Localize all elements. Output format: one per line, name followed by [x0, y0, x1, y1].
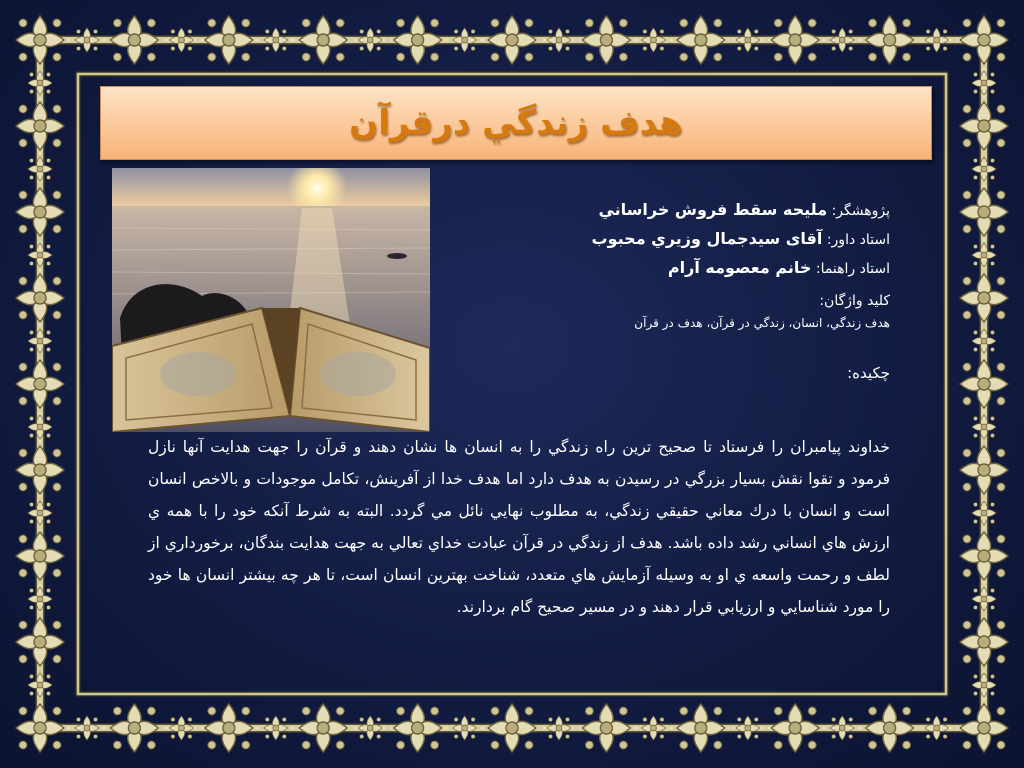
frame-ornament	[16, 704, 64, 752]
frame-ornament	[960, 532, 1008, 580]
frame-ornament	[641, 28, 665, 52]
frame-ornament	[972, 157, 996, 181]
researcher-label: پژوهشگر:	[831, 203, 890, 219]
frame-ornament	[830, 716, 854, 740]
frame-ornament	[972, 673, 996, 697]
advisor-label: استاد راهنما:	[815, 261, 890, 277]
frame-ornament	[972, 415, 996, 439]
frame-ornament	[960, 360, 1008, 408]
frame-ornament	[925, 716, 949, 740]
frame-ornament	[736, 716, 760, 740]
frame-ornament	[28, 243, 52, 267]
frame-ornament	[488, 16, 536, 64]
frame-ornament	[75, 28, 99, 52]
frame-ornament	[677, 16, 725, 64]
frame-ornament	[925, 28, 949, 52]
frame-ornament	[28, 587, 52, 611]
keywords-list: هدف زندگي، انسان، زندگي در قرآن، هدف در قرآن	[634, 316, 890, 330]
frame-ornament	[28, 501, 52, 525]
frame-ornament	[972, 587, 996, 611]
frame-ornament	[771, 16, 819, 64]
frame-ornament	[960, 618, 1008, 666]
frame-ornament	[972, 243, 996, 267]
thesis-info	[460, 196, 890, 385]
frame-ornament	[960, 274, 1008, 322]
frame-ornament	[75, 716, 99, 740]
frame-ornament	[16, 102, 64, 150]
frame-ornament	[264, 28, 288, 52]
frame-ornament	[960, 188, 1008, 236]
frame-ornament	[582, 704, 630, 752]
researcher-name: مليحه سقط فروش خراساني	[598, 200, 828, 219]
frame-ornament	[960, 16, 1008, 64]
referee-label: استاد داور:	[826, 232, 890, 248]
frame-ornament	[972, 329, 996, 353]
frame-ornament	[16, 446, 64, 494]
frame-ornament	[972, 501, 996, 525]
sunset-quran-photo	[112, 168, 430, 432]
frame-ornament	[110, 16, 158, 64]
frame-ornament	[866, 704, 914, 752]
frame-ornament	[205, 704, 253, 752]
referee-name: آقای سيدجمال وزيري محبوب	[591, 229, 823, 248]
frame-ornament	[960, 704, 1008, 752]
frame-ornament	[299, 704, 347, 752]
frame-ornament	[677, 704, 725, 752]
frame-ornament	[830, 28, 854, 52]
frame-ornament	[16, 360, 64, 408]
frame-ornament	[394, 16, 442, 64]
frame-ornament	[488, 704, 536, 752]
frame-ornament	[28, 673, 52, 697]
frame-ornament	[28, 415, 52, 439]
abstract-label: چکيده:	[847, 364, 890, 382]
frame-ornament	[169, 28, 193, 52]
frame-ornament	[960, 102, 1008, 150]
abstract-text: خداوند پيامبران را فرستاد تا صحيح ترين راه زندگي را به انسان ها نشان دهند و قرآن را جهت هدايت آنها نازل فرمود و تقوا نقش بسيار بزرگي در رسيدن به هدف دارد اما هدف خدا از آفرينش، تکامل موجودات و بالاخص انسان است و انسان با درك معاني حقيقي زندگي، به مطلوب نهايي نائل مي گردد. البته به شرط آنكه خود را با همه ي ارزش هاي انساني رشد داده باشد. هدف از زندگي در قرآن عبادت خداي تعالي به جهت هدايت بندگان، برخورداري از لطف و رحمت واسعه ي او به وسيله آزمايش هاي متعدد، شناخت بهترين انسان است، تا هر چه بيشتر انسان ها خود را مورد شناسايي و ارزيابي قرار دهند و در مسير صحيح گام بردارند.	[148, 438, 890, 616]
frame-ornament	[16, 274, 64, 322]
advisor-line	[460, 254, 890, 283]
frame-ornament	[582, 16, 630, 64]
keywords-label: کليد واژگان:	[819, 293, 890, 309]
frame-ornament	[16, 16, 64, 64]
title-banner	[100, 86, 932, 160]
frame-ornament	[771, 704, 819, 752]
referee-line	[460, 225, 890, 254]
frame-ornament	[169, 716, 193, 740]
frame-ornament	[972, 71, 996, 95]
frame-ornament	[110, 704, 158, 752]
slide-title: هدف زندگي درقرآن	[349, 103, 683, 143]
frame-ornament	[16, 618, 64, 666]
frame-ornament	[453, 716, 477, 740]
frame-ornament	[547, 28, 571, 52]
frame-ornament	[28, 157, 52, 181]
frame-ornament	[205, 16, 253, 64]
frame-ornament	[358, 28, 382, 52]
frame-ornament	[453, 28, 477, 52]
frame-ornament	[641, 716, 665, 740]
researcher-line	[460, 196, 890, 225]
frame-ornament	[16, 532, 64, 580]
frame-ornament	[358, 716, 382, 740]
advisor-name: خانم معصومه آرام	[667, 258, 812, 277]
frame-ornament	[264, 716, 288, 740]
frame-ornament	[28, 329, 52, 353]
frame-ornament	[960, 446, 1008, 494]
frame-ornament	[299, 16, 347, 64]
frame-ornament	[394, 704, 442, 752]
frame-ornament	[736, 28, 760, 52]
frame-ornament	[16, 188, 64, 236]
frame-ornament	[28, 71, 52, 95]
frame-ornament	[866, 16, 914, 64]
frame-ornament	[547, 716, 571, 740]
